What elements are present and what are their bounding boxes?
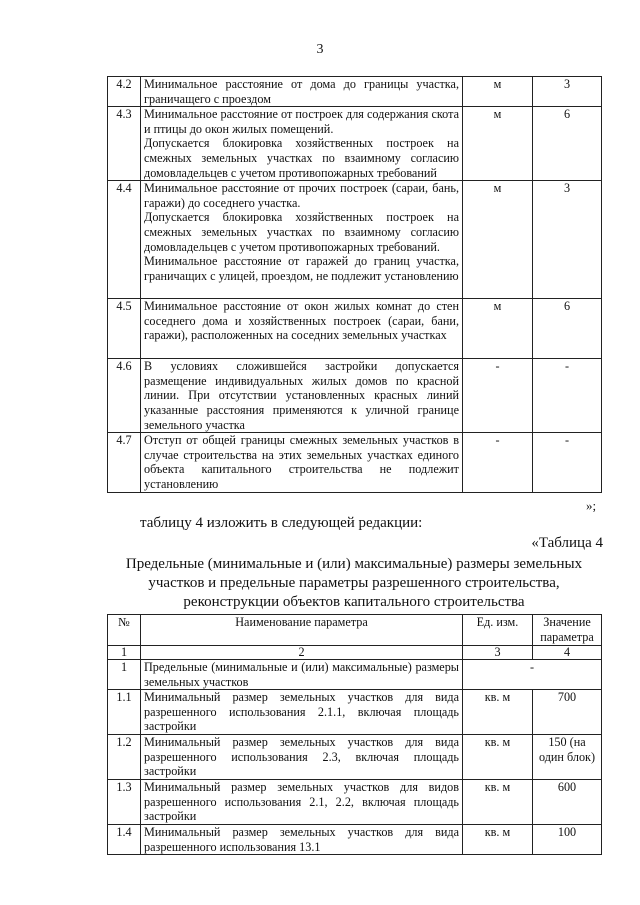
row-value: 700 — [533, 690, 602, 735]
row-number: 4.4 — [108, 181, 141, 299]
header-parameter-name: Наименование параметра — [141, 615, 463, 646]
header-number: № — [108, 615, 141, 646]
header-unit: Ед. изм. — [463, 615, 533, 646]
row-unit: кв. м — [463, 690, 533, 735]
parameter-text: Минимальный размер земельных участков для вида разрешенного использования 2.3, включая площадь застройки — [144, 735, 459, 779]
table-header-row — [108, 615, 602, 646]
table-row — [108, 433, 602, 493]
parameter-description — [141, 690, 463, 735]
row-unit: м — [463, 77, 533, 107]
row-number: 4.6 — [108, 359, 141, 433]
parameter-text: Минимальное расстояние от прочих построек (сараи, бань, гаражи) до соседнего участка. — [144, 181, 459, 210]
index-cell: 4 — [533, 646, 602, 660]
table-row — [108, 825, 602, 855]
row-unit: кв. м — [463, 825, 533, 855]
table-row — [108, 181, 602, 299]
parameter-text: Минимальный размер земельных участков для вида разрешенного использования 13.1 — [144, 825, 459, 854]
row-value: 3 — [533, 181, 602, 299]
table-index-row — [108, 646, 602, 660]
index-cell: 2 — [141, 646, 463, 660]
instruction-text: таблицу 4 изложить в следующей редакции: — [140, 515, 423, 531]
land-distance-table — [107, 76, 602, 493]
row-value: - — [533, 433, 602, 493]
parameter-text: Минимальное расстояние от гаражей до границ участка, граничащих с улицей, проездом, не подлежит установлению — [144, 254, 459, 283]
row-unit: кв. м — [463, 780, 533, 825]
table-row — [108, 77, 602, 107]
parameter-description — [141, 825, 463, 855]
parameter-description — [141, 107, 463, 181]
row-unit: - — [463, 433, 533, 493]
closing-quote: »; — [586, 498, 597, 513]
row-value: 6 — [533, 299, 602, 359]
row-value: 3 — [533, 77, 602, 107]
parameter-description — [141, 433, 463, 493]
parameter-description — [141, 77, 463, 107]
row-value: 600 — [533, 780, 602, 825]
row-number: 1.1 — [108, 690, 141, 735]
row-number: 1.2 — [108, 735, 141, 780]
parameter-description — [141, 780, 463, 825]
row-number: 4.7 — [108, 433, 141, 493]
parameter-description — [141, 359, 463, 433]
index-cell: 1 — [108, 646, 141, 660]
row-value: - — [463, 660, 602, 690]
row-number: 1.4 — [108, 825, 141, 855]
table-row — [108, 660, 602, 690]
parameter-text: Минимальное расстояние от построек для содержания скота и птицы до окон жилых помещений. — [144, 107, 459, 136]
row-value: 100 — [533, 825, 602, 855]
parameter-text: Отступ от общей границы смежных земельных участков в случае строительства на этих земельных участках единого объекта капитального строительства не подлежит установлению — [144, 433, 459, 491]
parameter-description — [141, 299, 463, 359]
page-number: 3 — [316, 42, 324, 57]
row-unit: м — [463, 181, 533, 299]
row-unit: м — [463, 107, 533, 181]
row-number: 1.3 — [108, 780, 141, 825]
parameter-text: Минимальное расстояние от дома до границы участка, граничащего с проездом — [144, 77, 459, 106]
table-row — [108, 359, 602, 433]
row-number: 1 — [108, 660, 141, 690]
row-number: 4.3 — [108, 107, 141, 181]
table-label: «Таблица 4 — [531, 535, 603, 551]
row-unit: м — [463, 299, 533, 359]
parameter-text: Минимальное расстояние от окон жилых комнат до стен соседнего дома и хозяйственных построек (сараи, бани, гаражи), расположенных на соседних земельных участках — [144, 299, 459, 343]
parameter-text: Допускается блокировка хозяйственных построек на смежных земельных участках по взаимному согласию домовладельцев с учетом противопожарных требований. — [144, 210, 459, 254]
row-number: 4.2 — [108, 77, 141, 107]
parameter-description — [141, 660, 463, 690]
row-value: 150 (на один блок) — [533, 735, 602, 780]
parameter-description — [141, 181, 463, 299]
table-title: Предельные (минимальные и (или) максимальные) размеры земельных участков и предельные параметры разрешенного строительства, реконструкции объектов капитального строительства — [125, 556, 583, 610]
parameter-text: В условиях сложившейся застройки допускается размещение индивидуальных жилых домов по красной линии. При отсутствии установленных красных линий указанные расстояния применяются к уличной границе земельного участка — [144, 359, 459, 432]
parameter-text: Предельные (минимальные и (или) максимальные) размеры земельных участков — [144, 660, 459, 689]
index-cell: 3 — [463, 646, 533, 660]
table-row — [108, 299, 602, 359]
row-value: - — [533, 359, 602, 433]
parameter-text: Допускается блокировка хозяйственных построек на смежных земельных участках по взаимному согласию домовладельцев с учетом противопожарных требований — [144, 136, 459, 180]
row-value: 6 — [533, 107, 602, 181]
table-row — [108, 107, 602, 181]
table-row — [108, 780, 602, 825]
parameter-text: Минимальный размер земельных участков для видов разрешенного использования 2.1, 2.2, включая площадь застройки — [144, 780, 459, 824]
table-row — [108, 735, 602, 780]
row-unit: кв. м — [463, 735, 533, 780]
header-value: Значение параметра — [533, 615, 602, 646]
table-row — [108, 690, 602, 735]
row-unit: - — [463, 359, 533, 433]
row-number: 4.5 — [108, 299, 141, 359]
land-size-table — [107, 614, 602, 855]
parameter-text: Минимальный размер земельных участков для вида разрешенного использования 2.1.1, включая площадь застройки — [144, 690, 459, 734]
parameter-description — [141, 735, 463, 780]
